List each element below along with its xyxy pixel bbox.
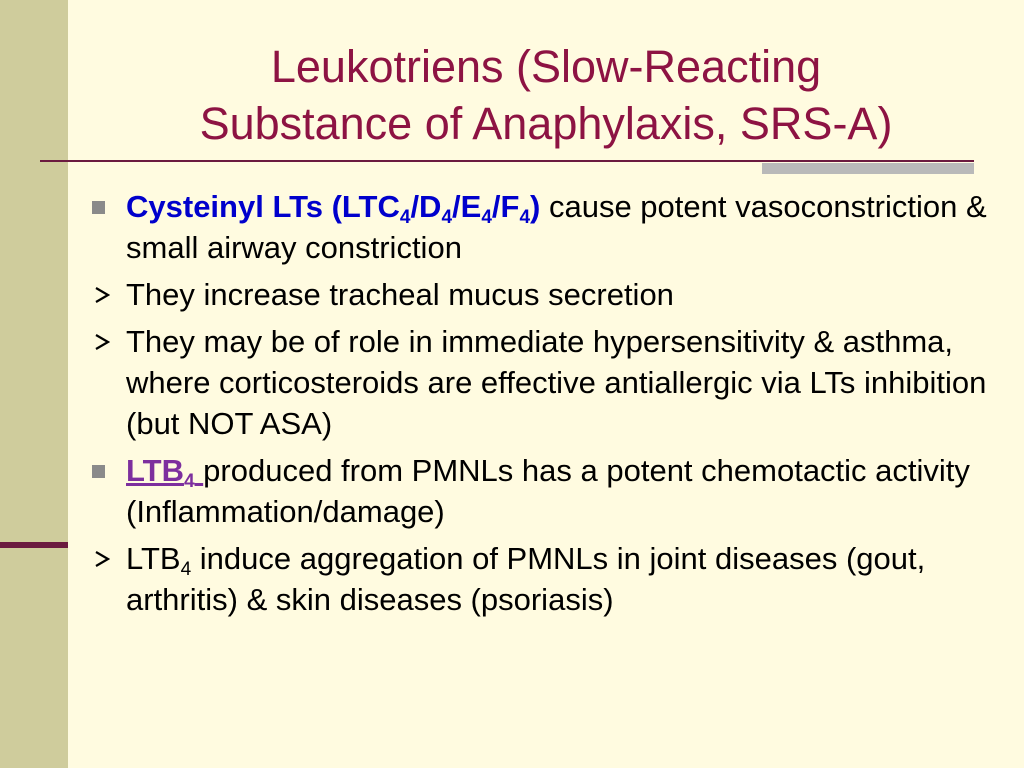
ltb4-link[interactable]: $LTB_4$ (126, 453, 195, 492)
bullet-item (88, 186, 1013, 268)
title-line-1: Leukotriens (Slow-Reacting (270, 41, 822, 92)
left-accent-bar (0, 542, 68, 548)
title-underline-accent (762, 163, 974, 174)
bullet-item (88, 450, 1013, 532)
bullet-item (88, 321, 1013, 444)
slide-title (68, 38, 1024, 152)
arrow-bullet-icon (88, 538, 122, 579)
bullet-emphasis: Cysteinyl LTs $(LTC_4/D_4/E_4/F_4)$ (126, 189, 541, 228)
title-line-2: Substance of Anaphylaxis, SRS-A) (199, 98, 893, 149)
arrow-bullet-icon (88, 274, 122, 315)
bullet-text: They may be of role in immediate hypersensitivity & asthma, where corticosteroids are effective antiallergic via LTs inhibition (but NOT ASA) (126, 324, 987, 441)
arrow-bullet-icon (88, 321, 122, 362)
bullet-prefix: $LTB_4$ (126, 541, 192, 580)
bullet-text: induce aggregation of PMNLs in joint diseases (gout, arthritis) & skin diseases (psoriasis) (126, 541, 926, 617)
bullet-text: They increase tracheal mucus secretion (126, 277, 674, 312)
bullet-text: produced from PMNLs has a potent chemotactic activity (Inflammation/damage) (126, 453, 970, 529)
square-bullet-icon (88, 450, 122, 491)
left-decorative-band (0, 0, 68, 768)
bullet-item (88, 274, 1013, 315)
bullet-item (88, 538, 1013, 620)
title-underline (40, 160, 974, 162)
slide-body (88, 186, 1013, 626)
square-bullet-icon (88, 186, 122, 227)
bullet-text: cause potent vasoconstriction & small airway constriction (126, 189, 987, 265)
